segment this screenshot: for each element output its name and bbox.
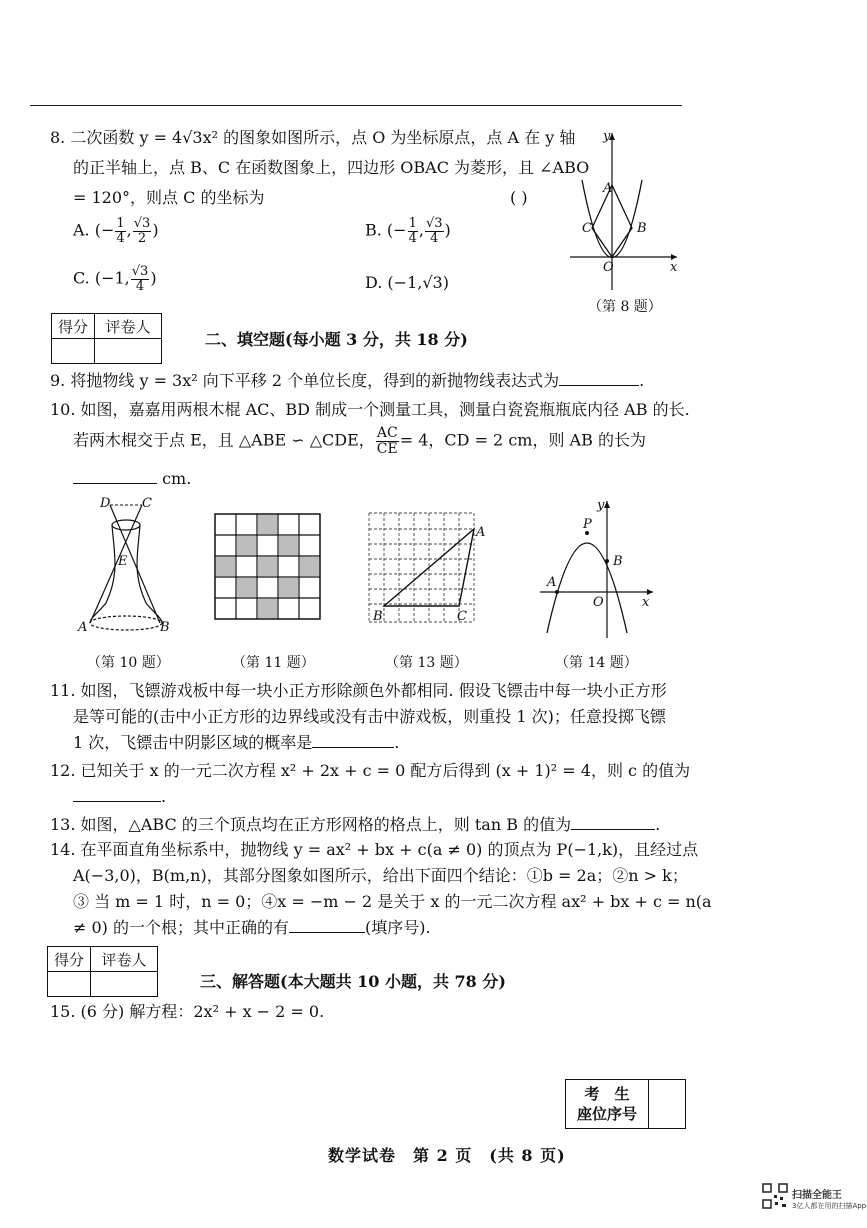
figure-q10 <box>72 493 182 643</box>
q8-option-c-frac: $\frac{√3}{4}$ <box>131 264 149 294</box>
q8-label-B: B <box>637 221 647 236</box>
q14-line1: 14. 在平面直角坐标系中，抛物线 y = ax² + bx + c(a ≠ 0) 的顶点为 P(−1,k)，且经过点 <box>50 840 699 859</box>
caption-q14: （第 14 题） <box>555 655 638 671</box>
q12-line1: 12. 已知关于 x 的一元二次方程 x² + 2x + c = 0 配方后得到 (x + 1)² = 4，则 c 的值为 <box>50 761 691 780</box>
q8-option-c-label: C. (−1, <box>73 268 130 288</box>
q14-line3: ③ 当 m = 1 时，n = 0；④x = −m − 2 是关于 x 的一元二次方程 ax² + bx + c = n(a <box>73 892 712 911</box>
q8-label-C: C <box>582 221 592 236</box>
q8-line2: 的正半轴上，点 B、C 在函数图象上，四边形 OBAC 为菱形，且 ∠ABO <box>73 158 590 177</box>
q12-line2: . <box>73 787 166 806</box>
caption-q11: （第 11 题） <box>232 655 315 671</box>
q8-option-a-frac2: $\frac{√3}{2}$ <box>133 216 151 246</box>
section-3-title: 三、解答题(本大题共 10 小题，共 78 分) <box>200 972 506 991</box>
q14-line2: A(−3,0)，B(m,n)，其部分图象如图所示，给出下面四个结论：①b = 2a；②n > k； <box>73 866 688 885</box>
q10-label-E: E <box>118 554 128 569</box>
score-header-2: 得分 <box>48 947 91 972</box>
q10-label-C: C <box>142 496 152 511</box>
q13-label-C: C <box>457 609 467 624</box>
q10-frac: $\frac{AC}{CE}$ <box>376 425 398 457</box>
q8-label-y: y <box>603 129 611 144</box>
scanner-watermark: 扫描全能王 3亿人都在用的扫描App <box>792 1190 867 1210</box>
q11-line2: 是等可能的(击中小正方形的边界线或没有击中游戏板，则重投 1 次)；任意投掷飞镖 <box>73 707 666 726</box>
caption-q10: （第 10 题） <box>87 655 170 671</box>
q8-option-b-frac2: $\frac{√3}{4}$ <box>425 216 443 246</box>
q14-label-x: x <box>642 595 650 610</box>
grader-header-2: 评卷人 <box>91 947 158 972</box>
section-2-title: 二、填空题(每小题 3 分，共 18 分) <box>205 330 468 349</box>
q10-line1: 10. 如图，嘉嘉用两根木棍 AC、BD 制成一个测量工具，测量白瓷瓷瓶瓶底内径 AB 的长. <box>50 400 690 419</box>
caption-q8: （第 8 题） <box>588 299 662 315</box>
q10-label-B: B <box>160 620 170 635</box>
grader-header: 评卷人 <box>95 314 162 339</box>
qr-code-icon <box>762 1183 788 1209</box>
q11-blank <box>312 747 394 748</box>
q14-label-A: A <box>547 575 557 590</box>
q10-label-A: A <box>78 620 88 635</box>
q12-blank <box>73 801 161 802</box>
figure-q11 <box>214 513 324 623</box>
q13-blank <box>571 829 655 830</box>
figure-q14 <box>535 493 660 643</box>
q14-label-O: O <box>593 595 604 610</box>
q14-line4: ≠ 0) 的一个根；其中正确的有 (填序号). <box>73 918 431 937</box>
q13-label-A: A <box>476 525 486 540</box>
score-box-1 <box>51 313 162 364</box>
q8-answer-paren: ( ) <box>510 188 528 207</box>
q8-label-x: x <box>670 260 678 275</box>
q14-label-P: P <box>583 517 592 532</box>
page-footer: 数学试卷 第 2 页 (共 8 页) <box>328 1146 566 1165</box>
q13-label-B: B <box>373 609 383 624</box>
seat-number-field[interactable] <box>649 1080 686 1129</box>
q8-option-b-label: B. (− <box>365 220 407 240</box>
q10-line3: cm. <box>73 469 191 488</box>
q11-line1: 11. 如图，飞镖游戏板中每一块小正方形除颜色外都相同. 假设飞镖击中每一块小正方形 <box>50 681 667 700</box>
q8-option-d: D. (−1,√3) <box>365 273 449 292</box>
q15-text: 15. (6 分) 解方程：2x² + x − 2 = 0. <box>50 1002 325 1021</box>
q8-option-c: C. (−1, $\frac{√3}{4}$ ) <box>73 264 157 294</box>
score-box-2 <box>47 946 158 997</box>
q9-blank <box>559 385 639 386</box>
figure-q8 <box>565 125 685 295</box>
q8-label-A: A <box>603 181 613 196</box>
q11-line3: 1 次，飞镖击中阴影区域的概率是 . <box>73 733 400 752</box>
q10-line2: 若两木棍交于点 E，且 △ABE ∽ △CDE， $\frac{AC}{CE}$ = 4，CD = 2 cm，则 AB 的长为 <box>73 425 646 457</box>
q14-label-y: y <box>597 498 605 513</box>
q8-option-b: B. (− $\frac{1}{4}$ , $\frac{√3}{4}$ ) <box>365 216 451 246</box>
seat-number-box <box>565 1079 686 1129</box>
q8-option-a-label: A. (− <box>73 220 115 240</box>
q10-stick-ac <box>90 505 142 623</box>
figure-q13 <box>365 510 490 630</box>
q8-option-a-frac1: $\frac{1}{4}$ <box>116 216 125 246</box>
seat-label: 考 生 座位序号 <box>566 1080 649 1129</box>
q8-line3: = 120°，则点 C 的坐标为 <box>73 188 265 207</box>
q14-blank <box>289 932 365 933</box>
q8-option-a: A. (− $\frac{1}{4}$ , $\frac{√3}{2}$ ) <box>73 216 159 246</box>
caption-q13: （第 13 题） <box>385 655 468 671</box>
q10-blank <box>73 483 157 484</box>
q8-label-O: O <box>603 260 614 275</box>
q13-text: 13. 如图，△ABC 的三个顶点均在正方形网格的格点上，则 tan B 的值为 . <box>50 815 661 834</box>
q8-line1: 8. 二次函数 y = 4√3x² 的图象如图所示，点 O 为坐标原点，点 A 在 y 轴 <box>50 128 576 147</box>
q9-text: 9. 将抛物线 y = 3x² 向下平移 2 个单位长度，得到的新抛物线表达式为 . <box>50 371 645 390</box>
score-header: 得分 <box>52 314 95 339</box>
q10-label-D: D <box>100 496 111 511</box>
header-rule <box>30 105 682 106</box>
q14-label-B: B <box>613 554 623 569</box>
q8-option-b-frac1: $\frac{1}{4}$ <box>408 216 417 246</box>
